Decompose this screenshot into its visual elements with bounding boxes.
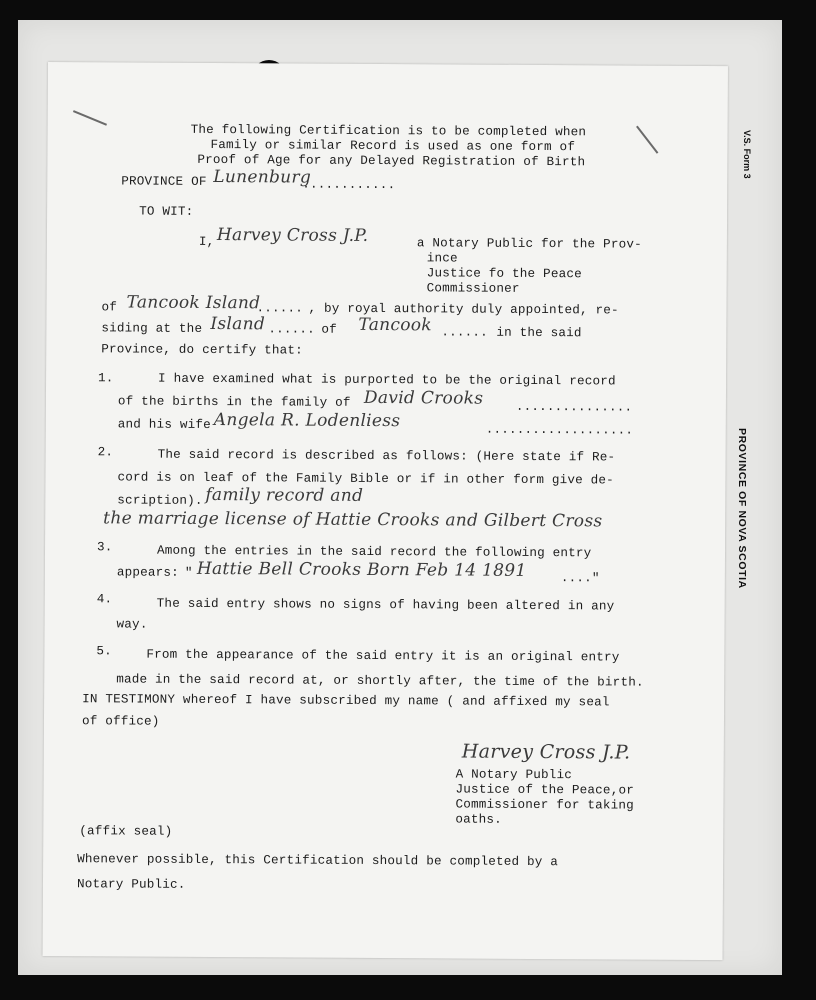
item-1-number: 1.: [98, 371, 114, 386]
signature-line-4: oaths.: [455, 812, 502, 827]
header-line-1: The following Certification is to be completed when: [190, 122, 587, 140]
item-5-line-1: From the appearance of the said entry it is an original entry: [146, 647, 620, 665]
item-4-line-2: way.: [116, 617, 148, 632]
item-2-line-3: scription).: [117, 493, 203, 508]
affix-seal-label: (affix seal): [79, 824, 173, 839]
item-2-number: 2.: [97, 445, 114, 460]
notary-role-line-3: Justice fo the Peace: [426, 266, 582, 282]
item-5-number: 5.: [96, 644, 112, 659]
signature-line-2: Justice of the Peace,or: [455, 782, 635, 798]
item-3-number: 3.: [96, 540, 113, 555]
item-1-line-1: I have examined what is purported to be the original record: [158, 371, 616, 389]
of-value: Tancook Island: [126, 292, 261, 314]
staple-mark-left: [73, 110, 107, 126]
to-wit-label: TO WIT:: [139, 204, 194, 219]
of-dots: ......: [256, 301, 304, 316]
header-line-2: Family or similar Record is used as one form of: [210, 137, 576, 155]
residing-label: siding at the: [101, 321, 203, 336]
notary-role-line-1: a Notary Public for the Prov-: [416, 236, 642, 252]
item-5-line-2: made in the said record at, or shortly after, the time of the birth.: [116, 672, 644, 690]
of2-value: Tancook: [358, 314, 432, 336]
family-of-value: David Crooks: [363, 387, 484, 409]
wife-label: and his wife: [117, 417, 211, 433]
header-line-3: Proof of Age for any Delayed Registration of Birth: [197, 152, 586, 170]
item-4-line-1: The said entry shows no signs of having been altered in any: [156, 596, 615, 614]
staple-mark-right: [636, 126, 658, 154]
province-value: Lunenburg: [213, 167, 312, 188]
entry-close-quote: ....": [560, 571, 600, 586]
notary-prefix: I,: [198, 234, 215, 250]
notary-role-line-4: Commissioner: [426, 281, 520, 296]
signature: Harvey Cross J.P.: [461, 740, 631, 764]
entry-value: Hattie Bell Crooks Born Feb 14 1891: [196, 558, 527, 581]
residing-value: Island: [210, 313, 266, 335]
wife-value: Angela R. Lodenliess: [213, 410, 401, 432]
entry-open-quote: ": [184, 565, 193, 580]
footer-line-1: Whenever possible, this Certification should be completed by a: [77, 852, 559, 870]
item-4-number: 4.: [96, 592, 113, 607]
item-2-description-2: the marriage license of Hattie Crooks and Gilbert Cross: [103, 508, 603, 532]
of-label: of: [101, 300, 118, 315]
item-3-line-1: Among the entries in the said record the following entry: [156, 543, 592, 561]
wife-dots: ...................: [485, 422, 634, 438]
province-dots: ............: [302, 177, 396, 193]
side-province-label: PROVINCE OF NOVA SCOTIA: [736, 428, 748, 589]
of2-label: of: [321, 322, 337, 337]
certification-sheet: [43, 62, 728, 960]
footer-line-2: Notary Public.: [76, 877, 186, 892]
in-said-text: in the said: [496, 325, 582, 341]
form-number: V.S. Form 3: [742, 130, 752, 179]
family-of-dots: ...............: [515, 399, 633, 415]
certify-line: Province, do certify that:: [101, 342, 303, 358]
appointed-text: , by royal authority duly appointed, re-: [308, 301, 619, 318]
item-2-description-1: family record and: [205, 484, 364, 506]
of2-dots: ......: [441, 325, 488, 340]
residing-dots: ......: [268, 322, 315, 337]
notary-role-line-2: ince: [426, 251, 458, 266]
item-2-line-1: The said record is described as follows: (Here state if Re-: [157, 447, 616, 465]
testimony-line-1: IN TESTIMONY whereof I have subscribed my name ( and affixed my seal: [82, 692, 610, 710]
item-1-line-2: of the births in the family of: [117, 394, 351, 410]
notary-name: Harvey Cross J.P.: [216, 225, 369, 246]
province-label: PROVINCE OF: [121, 174, 207, 189]
signature-line-1: A Notary Public: [455, 767, 573, 783]
item-3-line-2: appears:: [116, 565, 179, 580]
item-2-line-2: cord is on leaf of the Family Bible or if in other form give de-: [117, 470, 614, 488]
signature-line-3: Commissioner for taking: [455, 797, 634, 813]
testimony-line-2: of office): [81, 714, 160, 729]
